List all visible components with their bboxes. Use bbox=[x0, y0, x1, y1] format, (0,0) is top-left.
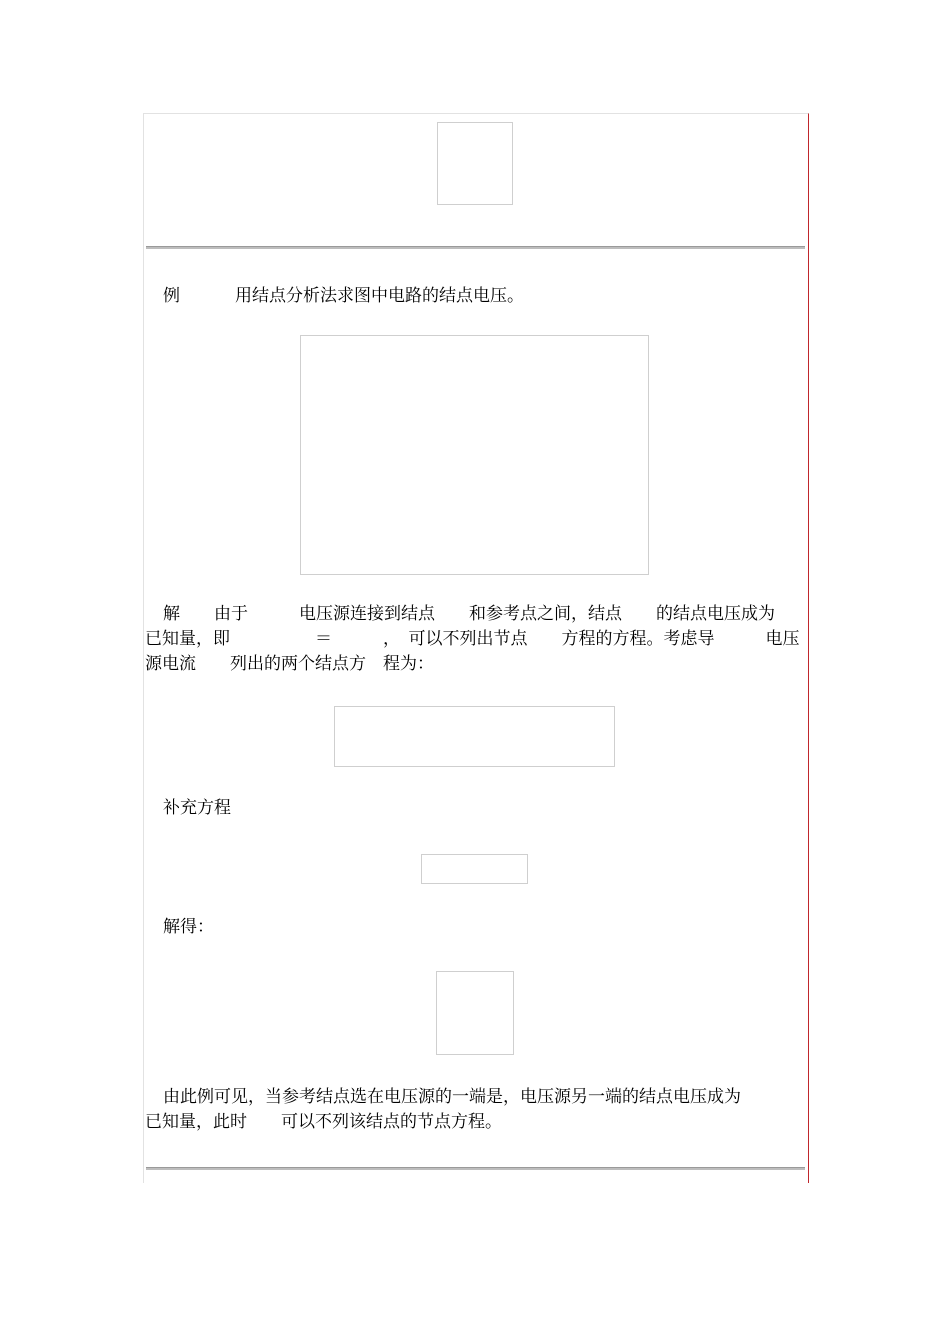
section-divider-bottom bbox=[146, 1167, 805, 1170]
section-divider-top bbox=[146, 246, 805, 249]
example-problem: 用结点分析法求图中电路的结点电压。 bbox=[235, 286, 524, 306]
supplement-label: 补充方程 bbox=[163, 798, 231, 818]
solution-line-3: 源电流 列出的两个结点方 程为： bbox=[145, 654, 434, 674]
conclusion-line-1: 由此例可见，当参考结点选在电压源的一端是，电压源另一端的结点电压成为 bbox=[163, 1087, 741, 1107]
result-label: 解得： bbox=[163, 917, 214, 937]
circuit-diagram-image bbox=[300, 335, 649, 575]
supplement-equation-image bbox=[421, 854, 528, 884]
node-equations-image bbox=[334, 706, 615, 767]
example-label: 例 bbox=[163, 286, 180, 306]
figure-top-image bbox=[437, 122, 513, 205]
solution-line-1: 解 由于 电压源连接到结点 和参考点之间，结点 的结点电压成为 bbox=[163, 604, 775, 624]
result-image bbox=[436, 971, 514, 1055]
solution-line-2: 已知量，即 ＝ ， 可以不列出节点 方程的方程。考虑导 电压 bbox=[145, 629, 800, 649]
conclusion-line-2: 已知量，此时 可以不列该结点的节点方程。 bbox=[145, 1112, 502, 1132]
